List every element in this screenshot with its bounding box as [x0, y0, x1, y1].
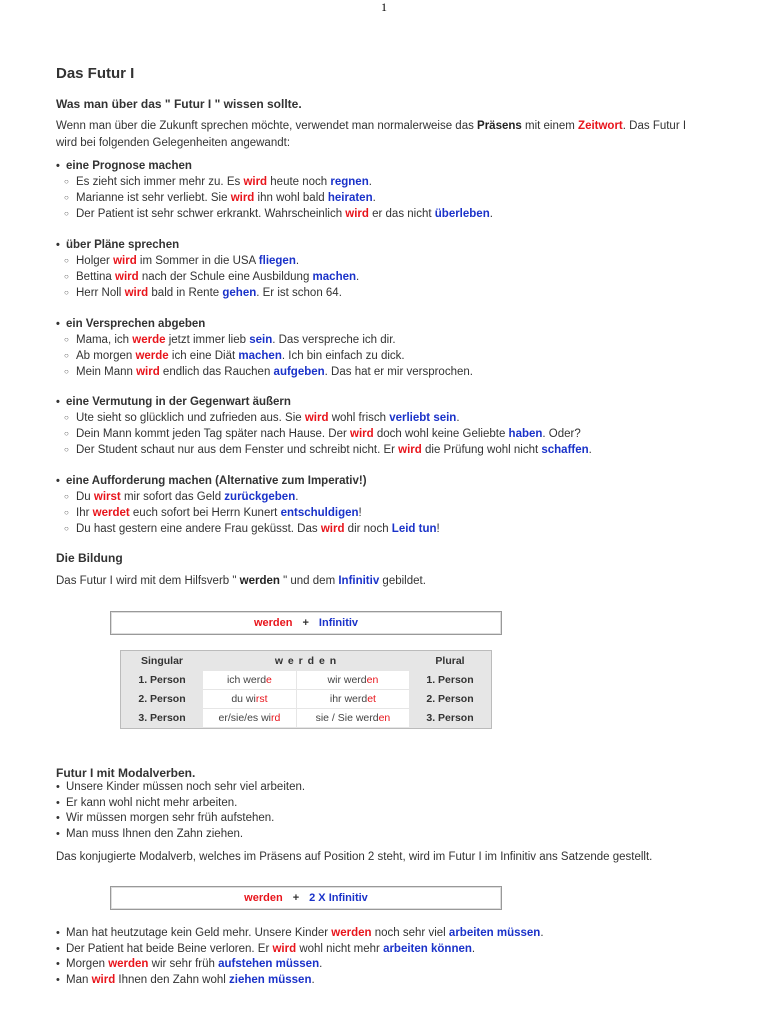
verb-werden: wird — [304, 412, 329, 424]
verb-werden: wirst — [93, 491, 121, 503]
verb-werden: werdet — [92, 507, 130, 519]
verb-werden: wird — [398, 444, 422, 456]
sentence-text: Bettina — [76, 271, 115, 283]
table-row — [122, 671, 490, 689]
sentence-text: . — [295, 491, 299, 503]
table-row — [122, 709, 490, 727]
usage-section — [56, 158, 736, 222]
sentence-text: Man — [66, 973, 92, 986]
singular-form — [203, 671, 296, 689]
verb-stem: du wi — [231, 693, 256, 705]
sentence-text: . — [295, 255, 300, 267]
verb-ending: en — [366, 674, 379, 686]
sentence-text: im Sommer in die USA — [136, 255, 259, 267]
sentence-text: . Er ist schon 64. — [256, 287, 342, 299]
example-item — [64, 332, 736, 348]
examples-list — [56, 926, 746, 988]
sentence-text: . — [311, 973, 315, 986]
sentence-text: . Ich bin einfach zu dick. — [281, 350, 405, 362]
formula-box-2 — [110, 886, 502, 910]
verb-stem: sie / Sie werd — [315, 712, 379, 724]
sentence-text: wir sehr früh — [148, 958, 219, 970]
list-item: • Man muss Ihnen den Zahn ziehen. — [56, 827, 736, 843]
sentence-text: Der Student schaut nur aus dem Fenster und schreibt nicht. Er — [76, 444, 399, 456]
list-item — [56, 926, 746, 942]
sentence-text: dir noch — [344, 523, 392, 535]
sentence-text: noch sehr viel — [371, 927, 449, 939]
verb-infinitive: gehen — [222, 287, 257, 299]
example-item — [64, 364, 736, 380]
sentence-text: . — [456, 412, 460, 424]
conjugation-table — [120, 650, 492, 729]
example-item — [64, 489, 736, 505]
sentence-text: . Oder? — [542, 428, 581, 440]
verb-infinitive: haben — [508, 428, 543, 440]
verb-infinitive: machen — [312, 271, 357, 283]
verb-werden: wird — [272, 942, 297, 955]
list-item: • Unsere Kinder müssen noch sehr viel arbeiten. — [56, 780, 736, 796]
sentence-text: Marianne ist sehr verliebt. Sie — [76, 192, 231, 204]
example-item — [64, 285, 736, 301]
sentence-text: Mama, ich — [76, 334, 133, 346]
verb-ending: rst — [255, 693, 268, 705]
sentence-text: ich eine Diät — [168, 350, 239, 362]
sentence-text: wohl nicht mehr — [296, 942, 384, 955]
verb-infinitive: sein — [249, 334, 273, 346]
sentence-text: Der Patient ist sehr schwer erkrankt. Wahrscheinlich — [76, 208, 346, 220]
sentence-text: . — [372, 192, 376, 204]
verb-infinitive: schaffen — [541, 444, 589, 456]
example-list — [56, 410, 736, 458]
header-singular: Singular — [140, 655, 183, 667]
sentence-text: . — [489, 208, 493, 220]
plural-form — [297, 671, 409, 689]
list-item — [56, 973, 746, 989]
example-list — [56, 174, 736, 222]
sentence-text: Dein Mann kommt jeden Tag später nach Hause. Der — [76, 428, 351, 440]
sentence-text: Der Patient hat beide Beine verloren. Er — [66, 942, 273, 955]
page-number: 1 — [381, 0, 387, 14]
sentence-text: bald in Rente — [148, 287, 223, 299]
example-list — [56, 489, 736, 537]
person-label: 3. Person — [426, 712, 474, 724]
header-plural: Plural — [435, 655, 465, 667]
person-label: 2. Person — [426, 693, 474, 705]
bildung-heading: Die Bildung — [56, 551, 123, 565]
example-list — [56, 332, 736, 380]
page-title: Das Futur I — [56, 65, 135, 82]
verb-ending: e — [266, 674, 272, 686]
bildung-text: Das Futur I wird mit dem Hilfsverb " — [56, 575, 240, 587]
sentence-text: Mein Mann — [76, 366, 137, 378]
verb-infinitive: machen — [238, 350, 282, 362]
example-list — [56, 253, 736, 301]
sentence-text: euch sofort bei Herrn Kunert — [129, 507, 281, 519]
example-item — [64, 206, 736, 222]
verb-werden: wird — [136, 366, 160, 378]
singular-form — [203, 690, 296, 708]
usage-section — [56, 473, 736, 537]
sentence-text: . — [540, 927, 544, 939]
formula-plus: + — [302, 617, 309, 629]
sentence-text: . Das verspreche ich dir. — [272, 334, 396, 346]
verb-infinitive: arbeiten können — [383, 942, 472, 955]
modal-explanation: Das konjugierte Modalverb, welches im Präsens auf Position 2 steht, wird im Futur I im Infinitiv ans Satzende gestellt. — [56, 851, 653, 863]
sentence-text: die Prüfung wohl nicht — [421, 444, 542, 456]
formula-plus: + — [292, 892, 300, 904]
sentence-text: . — [319, 958, 323, 970]
sentence-text: ihn wohl bald — [254, 192, 328, 204]
verb-werden: wird — [124, 287, 149, 299]
verb-ending: et — [367, 693, 376, 705]
verb-infinitive: aufgeben — [273, 366, 325, 378]
person-label: 1. Person — [426, 674, 474, 686]
verb-infinitive: fliegen — [258, 255, 296, 267]
sentence-text: Es zieht sich immer mehr zu. Es — [76, 176, 244, 188]
example-item — [64, 442, 736, 458]
modal-heading: Futur I mit Modalverben. — [56, 766, 196, 780]
verb-werden: wird — [350, 428, 374, 440]
example-item — [64, 426, 736, 442]
sentence-text: mir sofort das Geld — [120, 491, 225, 503]
verb-werden: werden — [108, 958, 149, 970]
example-item — [64, 410, 736, 426]
verb-infinitive: ziehen müssen — [229, 973, 312, 986]
verb-stem: er/sie/es wi — [218, 712, 271, 724]
verb-werden: wird — [91, 973, 116, 986]
usage-section — [56, 316, 736, 380]
intro-line2: wird bei folgenden Gelegenheiten angewandt: — [56, 137, 291, 149]
example-item — [64, 521, 736, 537]
example-item — [64, 253, 736, 269]
sentence-text: ! — [358, 507, 362, 519]
sentence-text: Herr Noll — [76, 287, 125, 299]
plural-form — [297, 690, 409, 708]
section-title: • eine Prognose machen — [56, 158, 736, 174]
bildung-blue: Infinitiv — [338, 575, 380, 587]
formula-werden: werden — [253, 617, 293, 629]
list-item: • Er kann wohl nicht mehr arbeiten. — [56, 796, 736, 812]
example-item — [64, 269, 736, 285]
sentence-text: Ute sieht so glücklich und zufrieden aus. Sie — [76, 412, 305, 424]
table-header-row — [122, 652, 490, 670]
sentence-text: Ihnen den Zahn wohl — [115, 973, 230, 986]
intro-bold: Präsens — [477, 120, 522, 132]
person-label: 1. Person — [138, 674, 186, 686]
example-item — [64, 190, 736, 206]
intro-text: mit einem — [521, 120, 579, 132]
sentence-text: endlich das Rauchen — [159, 366, 274, 378]
verb-werden: wird — [113, 255, 137, 267]
sentence-text: ! — [436, 523, 440, 535]
singular-form — [203, 709, 296, 727]
list-item — [56, 957, 746, 973]
sentence-text: . — [471, 942, 476, 955]
verb-stem: ich werd — [226, 674, 267, 686]
sentence-text: . — [368, 176, 372, 188]
sentence-text: wohl frisch — [328, 412, 390, 424]
plural-form — [297, 709, 409, 727]
verb-werden: wird — [230, 192, 255, 204]
verb-werden: wird — [243, 176, 268, 188]
sentence-text: Du hast gestern eine andere Frau geküsst. Das — [76, 523, 321, 535]
bildung-text: gebildet. — [379, 575, 426, 587]
modal-list — [56, 780, 736, 842]
sentence-text: heute noch — [267, 176, 331, 188]
verb-infinitive: aufstehen müssen — [218, 958, 320, 970]
verb-werden: wird — [115, 271, 139, 283]
sentence-text: nach der Schule eine Ausbildung — [138, 271, 313, 283]
sentence-text: jetzt immer lieb — [165, 334, 250, 346]
sentence-text: Ab morgen — [76, 350, 136, 362]
verb-werden: werde — [132, 334, 166, 346]
formula-box — [110, 611, 502, 635]
verb-werden: wird — [320, 523, 345, 535]
usage-section — [56, 237, 736, 301]
sentence-text: Holger — [76, 255, 114, 267]
verb-werden: werden — [331, 927, 372, 939]
formula-werden: werden — [244, 892, 283, 904]
sentence-text: Man hat heutzutage kein Geld mehr. Unsere Kinder — [66, 927, 332, 939]
sentence-text: . Das hat er mir versprochen. — [324, 366, 473, 378]
list-item: • Wir müssen morgen sehr früh aufstehen. — [56, 811, 736, 827]
person-label: 3. Person — [138, 712, 186, 724]
intro-text: Wenn man über die Zukunft sprechen möchte, verwendet man normalerweise das — [56, 120, 478, 132]
section-title: • ein Versprechen abgeben — [56, 316, 736, 332]
intro-paragraph — [56, 118, 736, 152]
usage-section — [56, 394, 736, 458]
sentence-text: . — [588, 444, 592, 456]
bildung-text: " und dem — [279, 575, 339, 587]
sentence-text: Ihr — [76, 507, 93, 519]
sentence-text: . — [356, 271, 360, 283]
verb-infinitive: arbeiten müssen — [448, 927, 541, 939]
section-title: • über Pläne sprechen — [56, 237, 736, 253]
example-item — [64, 348, 736, 364]
verb-ending: en — [378, 712, 391, 724]
sentence-text: Morgen — [66, 958, 109, 970]
header-werden: w e r d e n — [274, 655, 338, 667]
verb-ending: rd — [271, 712, 281, 724]
verb-infinitive: Leid tun — [391, 523, 437, 535]
sentence-text: doch wohl keine Geliebte — [373, 428, 509, 440]
verb-stem: wir werd — [327, 674, 367, 686]
sentence-text: Du — [76, 491, 94, 503]
example-item — [64, 174, 736, 190]
intro-red: Zeitwort — [578, 120, 623, 132]
bildung-paragraph — [56, 573, 736, 590]
verb-infinitive: regnen — [330, 176, 369, 188]
verb-stem: ihr werd — [329, 693, 368, 705]
intro-text: . Das Futur I — [622, 120, 687, 132]
verb-werden: werde — [135, 350, 169, 362]
section-title: • eine Aufforderung machen (Alternative zum Imperativ!) — [56, 473, 736, 489]
bildung-bold: werden — [239, 575, 280, 587]
verb-infinitive: heiraten — [327, 192, 373, 204]
verb-infinitive: überleben — [434, 208, 490, 220]
verb-infinitive: verliebt sein — [389, 412, 457, 424]
sentence-text: er das nicht — [368, 208, 435, 220]
section-title: • eine Vermutung in der Gegenwart äußern — [56, 394, 736, 410]
table-row — [122, 690, 490, 708]
list-item — [56, 942, 746, 958]
person-label: 2. Person — [138, 693, 186, 705]
subtitle: Was man über das " Futur I " wissen sollte. — [56, 97, 302, 111]
verb-werden: wird — [345, 208, 369, 220]
formula-infinitiv: Infinitiv — [318, 617, 359, 629]
formula-2x-infinitiv: 2 X Infinitiv — [309, 892, 368, 904]
verb-infinitive: zurückgeben — [224, 491, 296, 503]
example-item — [64, 505, 736, 521]
verb-infinitive: entschuldigen — [280, 507, 359, 519]
